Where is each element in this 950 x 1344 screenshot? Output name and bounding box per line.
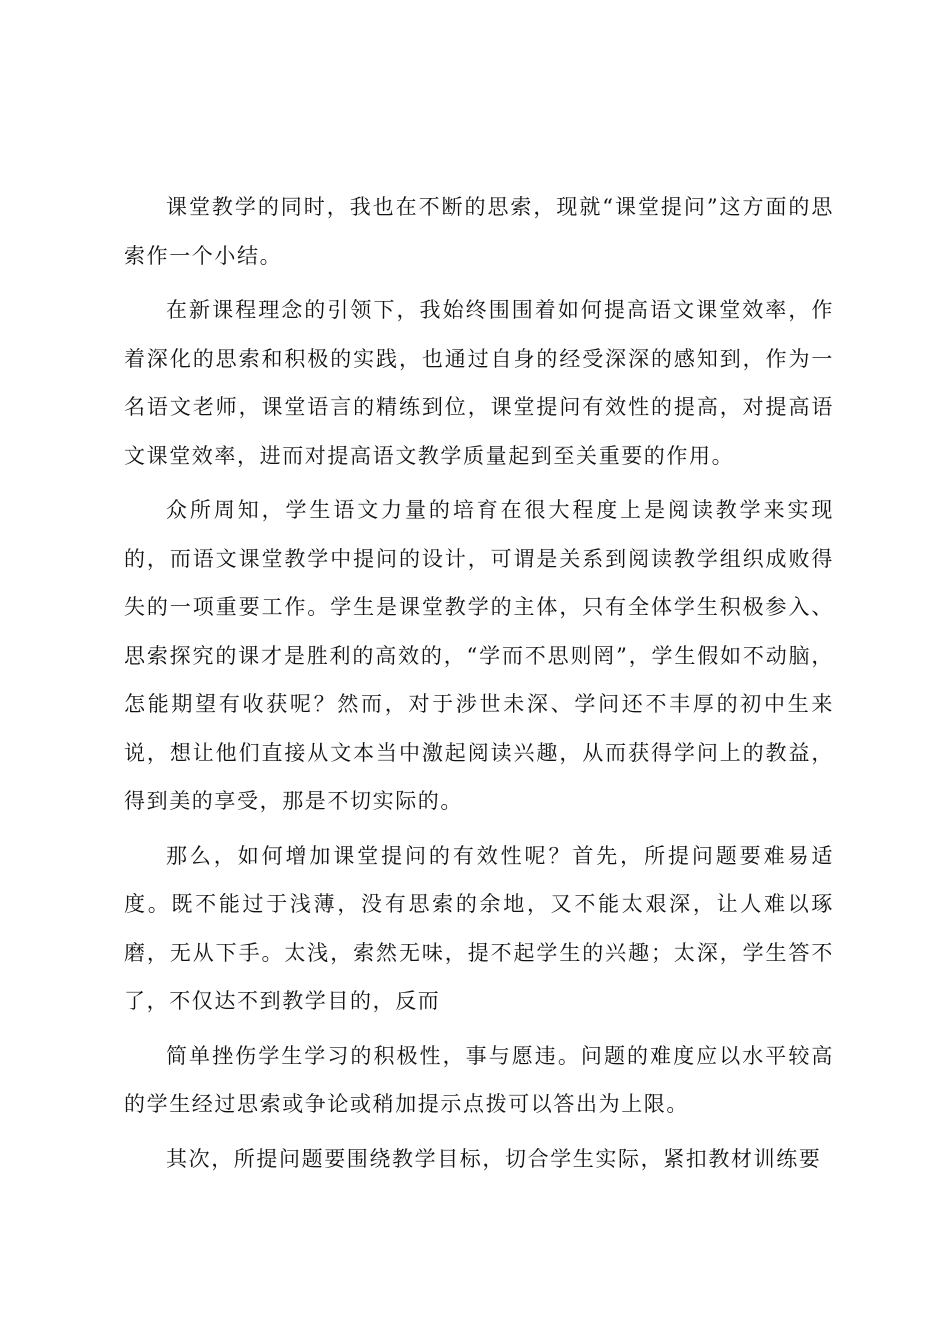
paragraph-2: 在新课程理念的引领下，我始终围围着如何提高语文课堂效率，作着深化的思索和积极的实践，也通过自身的经受深深的感知到，作为一名语文老师，课堂语言的精练到位，课堂提问有效性的提高，对提高语文课堂效率，进而对提高语文教学质量起到至关重要的作用。 xyxy=(124,298,834,468)
paragraph-5: 简单挫伤学生学习的积极性，事与愿违。问题的难度应以水平较高的学生经过思索或争论或稍加提示点拨可以答出为上限。 xyxy=(124,1043,834,1116)
paragraph-1: 课堂教学的同时，我也在不断的思索，现就“课堂提问”这方面的思索作一个小结。 xyxy=(124,195,834,268)
paragraph-3: 众所周知，学生语文力量的培育在很大程度上是阅读教学来实现的，而语文课堂教学中提问的设计，可谓是关系到阅读教学组织成败得失的一项重要工作。学生是课堂教学的主体，只有全体学生积极参入、思索探究的课才是胜利的高效的，“学而不思则罔”，学生假如不动脑，怎能期望有收获呢？然而，对于涉世未深、学问还不丰厚的初中生来说，想让他们直接从文本当中激起阅读兴趣，从而获得学问上的教益，得到美的享受，那是不切实际的。 xyxy=(124,498,834,813)
paragraph-4: 那么，如何增加课堂提问的有效性呢？首先，所提问题要难易适度。既不能过于浅薄，没有思索的余地，又不能太艰深，让人难以琢磨，无从下手。太浅，索然无味，提不起学生的兴趣；太深，学生答不了，不仅达不到教学目的，反而 xyxy=(124,843,834,1013)
document-body xyxy=(124,183,834,1189)
paragraph-6: 其次，所提问题要围绕教学目标，切合学生实际，紧扣教材训练要 xyxy=(166,1146,822,1171)
